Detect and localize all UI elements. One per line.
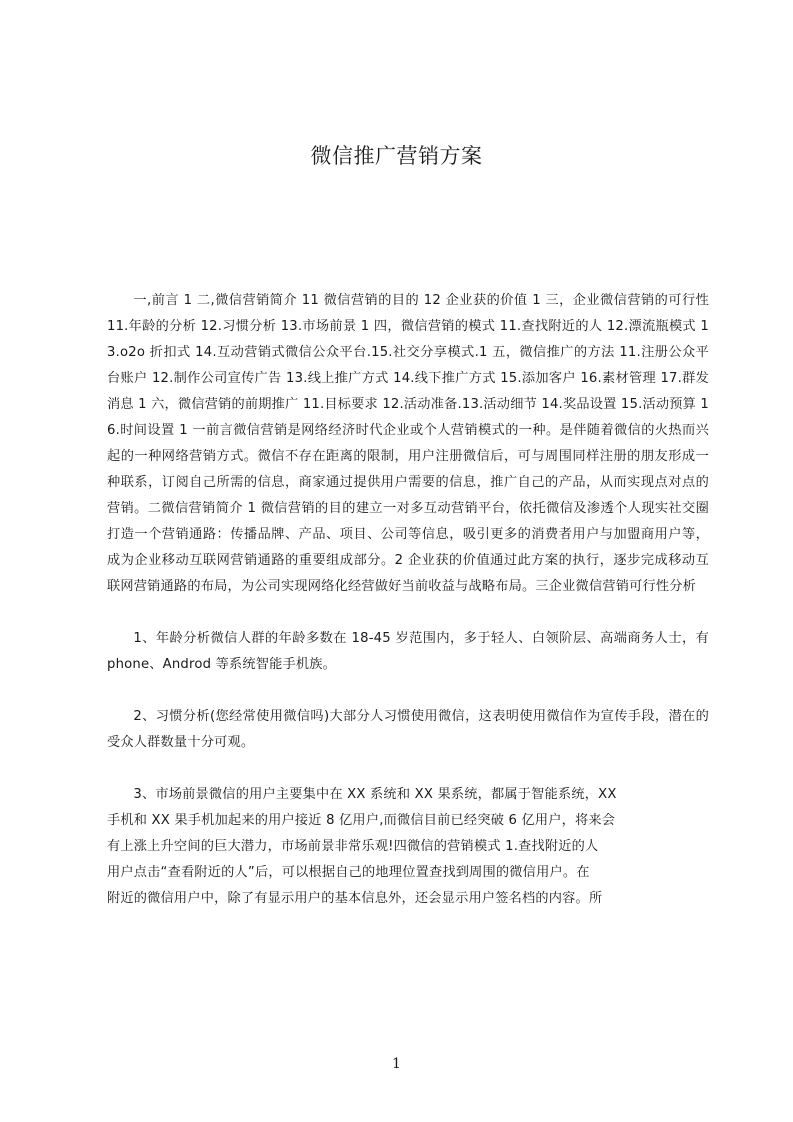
page-title: 微信推广营销方案 (310, 144, 483, 168)
paragraph-market-outlook (107, 782, 709, 912)
document-body (107, 288, 709, 912)
paragraph-toc-and-intro: 一,前言 1 二,微信营销简介 11 微信营销的目的 12 企业获的价值 1 三，企业微信营销的可行性 11.年龄的分析 12.习惯分析 13.市场前景 1 四，微信营销的模式 11.查找附近的人 12.漂流瓶模式 13.o2o 折扣式 14.互动营销式微信公众平台.15.社交分享模式.1 五，微信推广的方法 11.注册公众平台账户 12.制作公司宣传广告 13.线上推广方式 14.线下推广方式 15.添加客户 16.素材管理 17.群发消息 1 六，微信营销的前期推广 11.目标要求 12.活动准备.13.活动细节 14.奖品设置 15.活动预算 16.时间设置 1 一前言微信营销是网络经济时代企业或个人营销模式的一种。是伴随着微信的火热而兴起的一种网络营销方式。微信不存在距离的限制，用户注册微信后，可与周围同样注册的朋友形成一种联系，订阅自己所需的信息，商家通过提供用户需要的信息，推广自己的产品，从而实现点对点的营销。二微信营销简介 1 微信营销的目的建立一对多互动营销平台，依托微信及渗透个人现实社交圈打造一个营销通路：传播品牌、产品、项目、公司等信息，吸引更多的消费者用户与加盟商用户等，成为企业移动互联网营销通路的重要组成部分。2 企业获的价值通过此方案的执行，逐步完成移动互联网营销通路的布局，为公司实现网络化经营做好当前收益与战略布局。三企业微信营销可行性分析 (107, 293, 709, 594)
text-line: 手机和 XX 果手机加起来的用户接近 8 亿用户,而微信目前已经突破 6 亿用户，将来会 (107, 813, 616, 828)
page-number: 1 (392, 1056, 401, 1072)
text-line: 3、市场前景微信的用户主要集中在 XX 系统和 XX 果系统，都属于智能系统，XX (133, 787, 617, 802)
paragraph-habit-analysis: 2、习惯分析(您经常使用微信吗)大部分人习惯使用微信，这表明使用微信作为宣传手段，潜在的受众人群数量十分可观。 (107, 709, 709, 750)
text-line: 用户点击“查看附近的人”后，可以根据自己的地理位置查找到周围的微信用户。在 (107, 865, 590, 880)
text-line: 附近的微信用户中，除了有显示用户的基本信息外，还会显示用户签名档的内容。所 (107, 891, 603, 906)
text-line: 有上涨上升空间的巨大潜力，市场前景非常乐观!四微信的营销模式 1.查找附近的人 (107, 839, 599, 854)
paragraph-age-analysis: 1、年龄分析微信人群的年龄多数在 18-45 岁范围内，多于轻人、白领阶层、高端商务人士，有 phone、Androd 等系统智能手机族。 (107, 631, 709, 672)
